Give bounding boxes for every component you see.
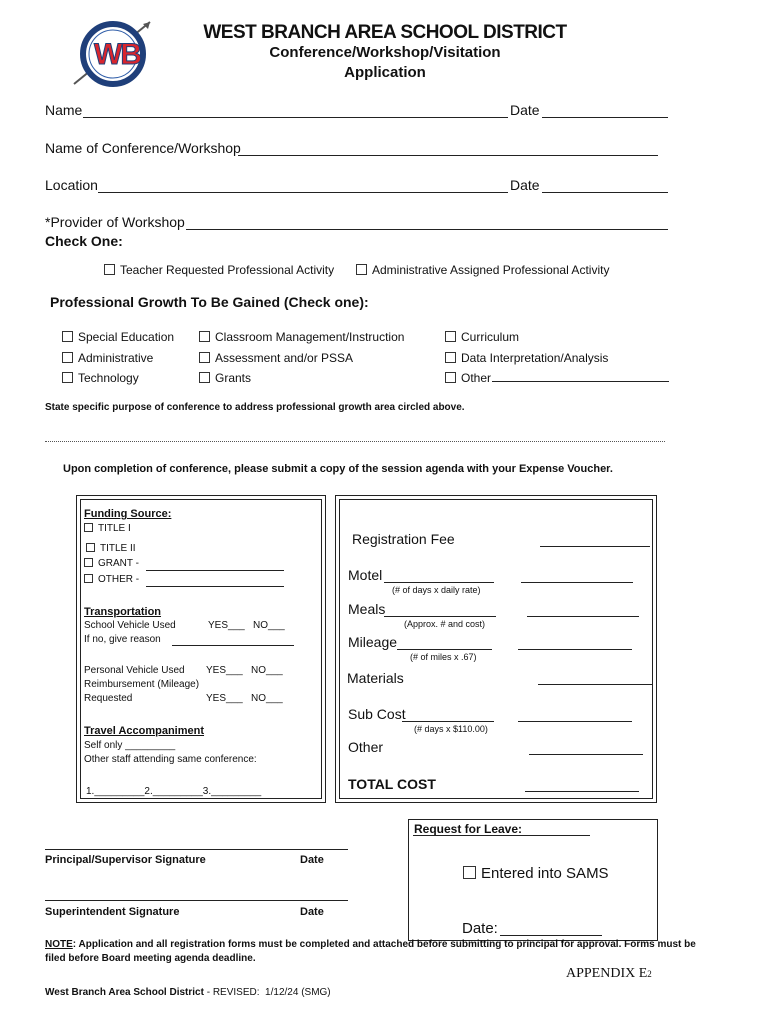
location-field[interactable]: [98, 192, 508, 193]
growth-col-3: [445, 327, 608, 389]
date-label: Date: [510, 102, 540, 118]
mileage-note: (# of miles x .67): [410, 652, 477, 662]
motel-field[interactable]: [521, 582, 633, 583]
page-subtitle: Conference/Workshop/Visitation: [269, 44, 501, 61]
meals-field[interactable]: [527, 616, 639, 617]
date-field[interactable]: [542, 117, 668, 118]
page-title: WEST BRANCH AREA SCHOOL DISTRICT: [203, 22, 567, 43]
checkbox[interactable]: [445, 331, 456, 342]
growth-option[interactable]: [62, 348, 174, 369]
checkbox[interactable]: [84, 574, 93, 583]
funding-label: TITLE II: [100, 543, 136, 554]
purpose-field[interactable]: [45, 441, 665, 442]
option-admin-assigned[interactable]: [356, 263, 609, 277]
appendix-sub: 2: [647, 969, 652, 979]
growth-option[interactable]: [199, 327, 404, 348]
location-date-field[interactable]: [542, 192, 668, 193]
conference-name-field[interactable]: [238, 155, 658, 156]
sams-label: Entered into SAMS: [481, 865, 609, 882]
sams-option[interactable]: [463, 865, 609, 882]
checkbox[interactable]: [445, 372, 456, 383]
growth-label: Other: [461, 371, 492, 385]
sub-cost-label: Sub Cost: [348, 706, 406, 722]
leave-date-label: Date:: [462, 920, 498, 937]
principal-signature-label: Principal/Supervisor Signature: [45, 854, 206, 866]
growth-option[interactable]: [445, 327, 608, 348]
grant-field[interactable]: [146, 570, 284, 571]
checkbox[interactable]: [199, 331, 210, 342]
reimbursement-label: Reimbursement (Mileage): [84, 679, 200, 690]
leave-heading: Request for Leave:: [414, 822, 523, 836]
materials-label: Materials: [347, 670, 404, 686]
meals-inline-field[interactable]: [384, 616, 496, 617]
checkbox[interactable]: [62, 331, 73, 342]
funding-label: OTHER -: [98, 574, 140, 585]
funding-heading: Funding Source:: [84, 508, 172, 520]
growth-option[interactable]: [199, 368, 404, 389]
growth-option[interactable]: [445, 368, 608, 389]
location-date-label: Date: [510, 177, 540, 193]
school-vehicle-yes-no[interactable]: YES___ NO___: [208, 620, 285, 631]
other-cost-label: Other: [348, 739, 384, 755]
mileage-field[interactable]: [518, 649, 632, 650]
principal-signature-field[interactable]: [45, 849, 348, 850]
funding-label: TITLE I: [98, 523, 131, 534]
checkbox[interactable]: [463, 866, 476, 879]
requested-label: Requested: [84, 693, 133, 704]
checkbox[interactable]: [62, 372, 73, 383]
name-label: Name: [45, 102, 83, 118]
if-no-field[interactable]: [172, 645, 294, 646]
total-cost-field[interactable]: [525, 791, 639, 792]
option-label: Teacher Requested Professional Activity: [120, 263, 335, 277]
growth-label: Curriculum: [461, 330, 520, 344]
logo-letters: WB: [94, 38, 140, 71]
other-staff-label: Other staff attending same conference:: [84, 754, 257, 765]
checkbox[interactable]: [104, 264, 115, 275]
growth-label: Administrative: [78, 350, 154, 365]
conference-name-label: Name of Conference/Workshop: [45, 140, 241, 156]
growth-heading: Professional Growth To Be Gained (Check one):: [50, 294, 369, 310]
other-cost-field[interactable]: [529, 754, 643, 755]
provider-label: *Provider of Workshop: [45, 214, 185, 230]
if-no-label: If no, give reason: [84, 634, 161, 645]
funding-title-1[interactable]: [84, 523, 131, 534]
note-label: NOTE: [45, 939, 73, 950]
checkbox[interactable]: [199, 372, 210, 383]
checkbox[interactable]: [199, 352, 210, 363]
checkbox[interactable]: [356, 264, 367, 275]
growth-label: Technology: [78, 371, 139, 385]
name-field[interactable]: [83, 117, 508, 118]
appendix-label: [566, 966, 652, 982]
appendix-text: APPENDIX E: [566, 966, 648, 981]
meals-note: (Approx. # and cost): [404, 619, 486, 629]
district-name: West Branch Area School District: [45, 987, 204, 998]
travel-heading: Travel Accompaniment: [84, 725, 205, 737]
leave-date-field[interactable]: [500, 935, 602, 936]
mileage-label: Mileage: [348, 634, 398, 650]
superintendent-signature-label: Superintendent Signature: [45, 906, 180, 918]
purpose-instruction: State specific purpose of conference to address professional growth area circled above.: [45, 402, 465, 413]
checkbox[interactable]: [62, 352, 73, 363]
leave-heading-underline: [413, 835, 590, 836]
motel-inline-field[interactable]: [384, 582, 494, 583]
principal-date-label: Date: [300, 854, 324, 866]
growth-label: Grants: [215, 371, 252, 385]
meals-label: Meals: [348, 601, 386, 617]
superintendent-signature-field[interactable]: [45, 900, 348, 901]
transport-heading: Transportation: [84, 606, 162, 618]
growth-label: Assessment and/or PSSA: [215, 350, 354, 365]
sub-cost-inline-field[interactable]: [402, 721, 494, 722]
growth-option[interactable]: [62, 368, 174, 389]
check-one-heading: Check One:: [45, 233, 123, 249]
total-cost-label: TOTAL COST: [348, 776, 436, 792]
self-only[interactable]: Self only _________: [84, 740, 176, 751]
motel-note: (# of days x daily rate): [392, 585, 481, 595]
personal-vehicle-label: Personal Vehicle Used: [84, 665, 185, 676]
funding-label: GRANT -: [98, 558, 139, 569]
sub-cost-note: (# days x $110.00): [414, 724, 488, 734]
provider-field[interactable]: [186, 229, 668, 230]
checkbox[interactable]: [86, 543, 95, 552]
option-teacher-requested[interactable]: [104, 263, 334, 277]
motel-label: Motel: [348, 567, 383, 583]
growth-label: Classroom Management/Instruction: [215, 330, 405, 344]
requested-yes-no[interactable]: YES___ NO___: [206, 693, 283, 704]
growth-col-2: [199, 327, 404, 389]
growth-option[interactable]: [62, 327, 174, 348]
personal-vehicle-yes-no[interactable]: YES___ NO___: [206, 665, 283, 676]
growth-col-1: [62, 327, 174, 389]
school-vehicle-label: School Vehicle Used: [84, 620, 176, 631]
funding-title-2[interactable]: [86, 543, 136, 554]
growth-option[interactable]: [199, 348, 404, 369]
option-label: Administrative Assigned Professional Activity: [372, 263, 610, 277]
registration-fee-field[interactable]: [540, 546, 650, 547]
checkbox[interactable]: [84, 558, 93, 567]
staff-slots[interactable]: 1._________2._________3._________: [86, 786, 262, 797]
footer-district: [45, 987, 331, 998]
growth-label: Data Interpretation/Analysis: [461, 350, 609, 365]
page-subtitle-2: Application: [344, 64, 426, 81]
other-growth-field[interactable]: [492, 381, 669, 382]
note-text: : Application and all registration forms must be completed and attached before submitting to principal for approval. Forms must be filed before Board meeting agenda deadline.: [45, 939, 696, 964]
other-funding-field[interactable]: [146, 586, 284, 587]
checkbox[interactable]: [84, 523, 93, 532]
registration-fee-label: Registration Fee: [352, 531, 455, 547]
sub-cost-field[interactable]: [518, 721, 632, 722]
agenda-note: Upon completion of conference, please submit a copy of the session agenda with your Expense Voucher.: [63, 463, 613, 475]
footer-note: [45, 938, 715, 966]
materials-field[interactable]: [538, 684, 652, 685]
funding-grant[interactable]: [84, 558, 139, 569]
revised-text: - REVISED: 1/12/24 (SMG): [203, 987, 331, 998]
growth-label: Special Education: [78, 330, 175, 344]
funding-other[interactable]: [84, 574, 139, 585]
location-label: Location: [45, 177, 98, 193]
growth-option[interactable]: [445, 348, 608, 369]
superintendent-date-label: Date: [300, 906, 324, 918]
mileage-inline-field[interactable]: [397, 649, 492, 650]
checkbox[interactable]: [445, 352, 456, 363]
